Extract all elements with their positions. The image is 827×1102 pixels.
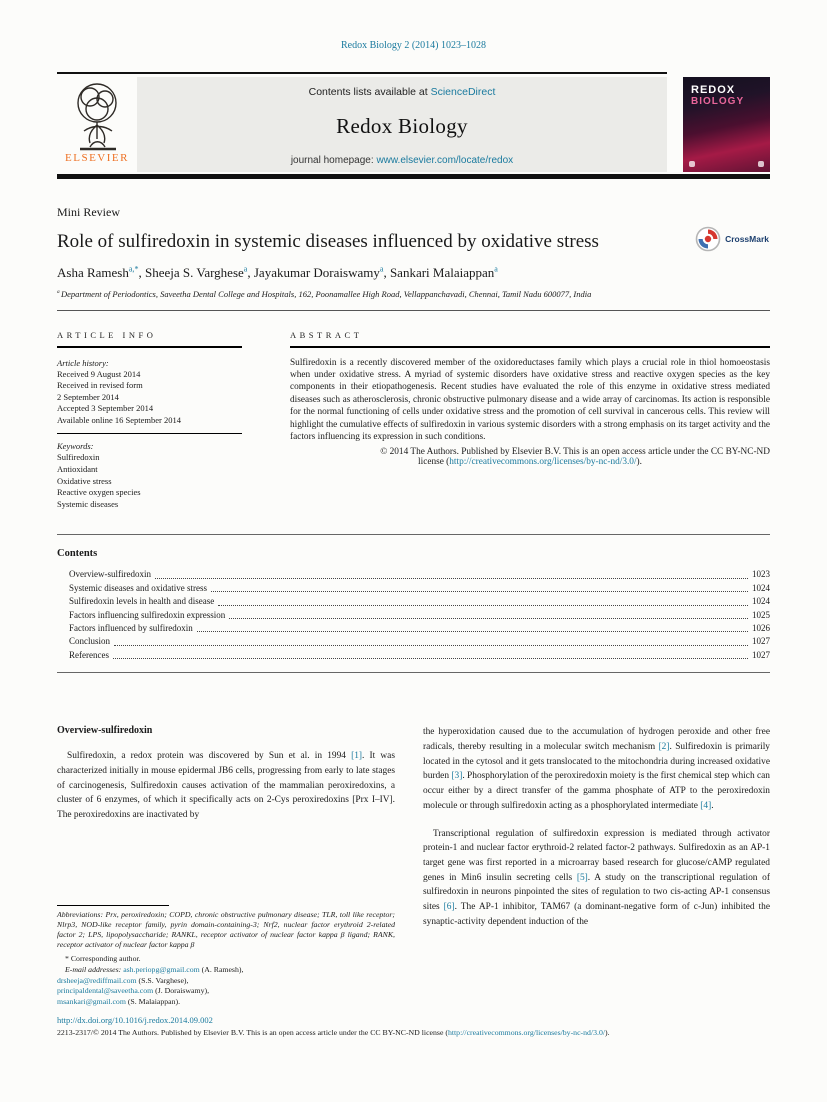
toc-entry-page: 1025 [752, 609, 770, 620]
left-column-text [57, 725, 395, 823]
text-segment: (A. Ramesh), [199, 964, 244, 974]
elsevier-tree-icon [64, 79, 130, 151]
toc-dot-leader [114, 645, 748, 646]
title-block-divider [57, 310, 770, 311]
cover-title-line1: REDOX [691, 84, 736, 96]
text-segment: ). [636, 457, 642, 468]
text-segment: (S. Malaiappan). [125, 996, 181, 1006]
citation-ref-1[interactable]: [1] [351, 751, 363, 762]
text-segment: journal homepage: [290, 155, 377, 166]
text-segment: a [57, 289, 61, 296]
text-segment: E-mail addresses: [65, 964, 124, 974]
elsevier-logo[interactable] [57, 77, 137, 172]
journal-cover-thumbnail[interactable] [683, 77, 770, 172]
crossmark-badge[interactable] [695, 226, 769, 252]
text-segment: license ( [418, 457, 450, 468]
text-segment: . A study on the transcriptional regulation of sulfiredoxin in neurons pinpointed the sites of regulation to two cis-acting AP-1 consensus sites [423, 872, 770, 913]
author-affil-mark[interactable]: a,* [128, 264, 139, 274]
text-segment: , [138, 265, 145, 280]
toc-entry-page: 1026 [752, 623, 770, 634]
toc-entry-page: 1023 [752, 569, 770, 580]
abstract-rule [290, 346, 770, 348]
text-segment: Abbreviations: [57, 909, 106, 919]
text-segment: (S.S. Varghese), [136, 975, 189, 985]
text-segment: Prx, peroxiredoxin; COPD, chronic obstructive pulmonary disease; TLR, toll like receptor; Nlrp3, NOD-like receptor family, pyrin domain-containing-3; Nrf2, nuclear factor erythroid 2-related factor 2; LPS, lipopolysaccharide; RANKL, receptor activator of nuclear factor kappa β ligand; RANK, receptor activator of nuclear factor kappa β [57, 909, 396, 949]
body-right-column [423, 725, 770, 1007]
body-paragraph [57, 749, 395, 823]
cover-title-line2: BIOLOGY [691, 96, 745, 107]
text-segment: Sulfiredoxin, a redox protein was discovered by Sun et al. in 1994 [67, 751, 352, 762]
article-info-heading: ARTICLE INFO [57, 330, 157, 340]
email-link[interactable]: principaldental@saveetha.com [57, 986, 154, 996]
license-link[interactable]: http://creativecommons.org/licenses/by-nc-nd/3.0/ [447, 1028, 606, 1038]
crossmark-icon [695, 226, 721, 252]
toc-entry-label: References [69, 649, 109, 660]
email-line [57, 976, 395, 987]
email-line [57, 965, 395, 976]
article-type-label: Mini Review [57, 205, 120, 219]
keyword: Antioxidant [57, 464, 98, 475]
journal-header [57, 77, 770, 172]
email-line [57, 986, 395, 997]
text-segment: Contents lists available at [308, 86, 431, 98]
history-line: Available online 16 September 2014 [57, 414, 182, 425]
text-segment: . It was characterized initially in mouse epidermal JB6 cells, progressing from early to late stages of carcinogenesis, Sulfiredoxin causes activation of the mammalian peroxiredoxins, a cluster of 6 enzymes, of which it specifically acts on 2-Cys peroxiredoxins [Prx I–IV]. The peroxiredoxins are inactivated by [57, 751, 395, 821]
journal-homepage-line [137, 155, 667, 166]
toc-entry-label: Factors influenced by sulfiredoxin [69, 623, 193, 634]
article-title: Role of sulfiredoxin in systemic diseases influenced by oxidative stress [57, 231, 599, 252]
toc-entry[interactable] [69, 635, 770, 648]
text-segment: the hyperoxidation caused due to the accumulation of hydrogen peroxide and other free radicals, thereby resulting in a molecular switch mechanism [423, 727, 770, 752]
cover-publisher-mark [689, 161, 695, 167]
header-top-rule [57, 72, 667, 74]
email-link[interactable]: ash.periopg@gmail.com [123, 964, 200, 974]
toc-entry[interactable] [69, 582, 770, 595]
license-link[interactable]: http://creativecommons.org/licenses/by-nc-nd/3.0/ [449, 457, 637, 468]
toc-dot-leader [218, 605, 748, 606]
keyword: Systemic diseases [57, 498, 119, 509]
toc-entry[interactable] [69, 595, 770, 608]
author-name: Sankari Malaiappan [389, 265, 495, 280]
contents-bottom-rule [57, 672, 770, 673]
author-affil-mark[interactable]: a [494, 264, 498, 274]
article-info-rule [57, 346, 242, 348]
body-paragraph [423, 725, 770, 813]
text-segment: . [711, 800, 714, 811]
citation-ref-4[interactable]: [4] [700, 800, 712, 811]
text-segment: , [383, 265, 390, 280]
toc-entry[interactable] [69, 568, 770, 581]
author-list [57, 265, 770, 281]
email-link[interactable]: drsheeja@rediffmail.com [57, 975, 137, 985]
toc-dot-leader [197, 631, 748, 632]
toc-entry-page: 1024 [752, 596, 770, 607]
toc-dot-leader [113, 658, 748, 659]
sciencedirect-link[interactable]: ScienceDirect [430, 86, 496, 98]
text-segment: Department of Periodontics, Saveetha Dental College and Hospitals, 162, Poonamallee High Road, Vellappanchavadi, Chennai, Tamil Nadu 600077, India [60, 289, 592, 299]
abbreviations-note [57, 910, 395, 950]
journal-masthead [137, 77, 667, 172]
abstract-text: Sulfiredoxin is a recently discovered member of the oxidoreductases family which plays a crucial role in thiol homoeostasis when under oxidative stress. A myriad of systemic disorders have oxidative stress and reactive oxygen species as the key components in their etiopathogenesis. Recent studies have evaluated the role of this enzyme in oxidative stress mediated diseases such as atherosclerosis, chronic obstructive pulmonary disease and a wide array of carcinomas. Its action is responsible for the normal functioning of cells under oxidative stress and the promotion of cell survival in cancerous cells. This review will highlight the cumulative effects of sulfiredoxin in various systemic disorders with a strong emphasis on its target activity and the factors influencing its expression in such conditions. [290, 357, 770, 442]
contents-top-rule [57, 534, 770, 535]
toc-dot-leader [211, 591, 748, 592]
text-segment: . Sulfiredoxin is primarily located in the cytosol and it gets translocated to the mitochondria during increased oxidative burden [423, 741, 770, 782]
article-history-label: Article history: [57, 357, 109, 368]
affiliation [57, 289, 770, 299]
footnote-rule [57, 905, 169, 906]
footnote-block [57, 905, 395, 1007]
table-of-contents [57, 568, 770, 662]
body-left-column [57, 725, 395, 1007]
header-bottom-rule [57, 174, 770, 179]
abstract-heading: ABSTRACT [290, 330, 363, 340]
toc-entry[interactable] [69, 622, 770, 635]
crossmark-label: CrossMark [725, 234, 769, 244]
history-line: Received 9 August 2014 [57, 368, 141, 379]
cover-society-mark [758, 161, 764, 167]
abstract-copyright-line1: © 2014 The Authors. Published by Elsevier B.V. This is an open access article under the CC BY-NC-ND [380, 447, 770, 458]
toc-entry-label: Sulfiredoxin levels in health and disease [69, 596, 215, 607]
toc-entry[interactable] [69, 609, 770, 622]
citation-ref-2[interactable]: [2] [658, 741, 670, 752]
toc-entry-label: Systemic diseases and oxidative stress [69, 582, 207, 593]
keyword: Sulfiredoxin [57, 452, 100, 463]
homepage-link[interactable]: www.elsevier.com/locate/redox [376, 155, 514, 166]
toc-entry-label: Conclusion [69, 636, 111, 647]
text-segment: , [247, 265, 254, 280]
body-paragraph [423, 827, 770, 930]
text-segment: Transcriptional regulation of sulfiredoxin expression is mediated through activator protein-1 and nuclear factor erythroid-2 related factor-2 pathways. Sulfiredoxin as an AP-1 target gene was first reported in a microarray based research for glucose/cAMP regulated genes in Min6 insulin secreting cells [423, 828, 770, 883]
abstract-copyright-line2 [290, 457, 770, 467]
author-name: Asha Ramesh [57, 265, 129, 280]
info-abstract-section [57, 330, 770, 510]
article-body [57, 725, 770, 1007]
abstract-column [290, 330, 770, 510]
history-line: Received in revised form [57, 380, 143, 391]
text-segment: ). [605, 1028, 610, 1038]
info-divider-rule [57, 433, 242, 434]
email-line [57, 997, 395, 1008]
email-link[interactable]: msankari@gmail.com [57, 996, 126, 1006]
history-line: 2 September 2014 [57, 391, 119, 402]
text-segment: . Phosphorylation of the peroxiredoxin moiety is the first chemical step which can occur either by a direct transfer of the gamma phosphate of ATP to the peroxiredoxin molecule or through sulfiredoxin acting as a phosphorylated intermediate [423, 771, 770, 811]
citation-ref-6[interactable]: [6] [443, 902, 455, 913]
contents-lists-line [137, 86, 667, 98]
toc-entry-label: Overview-sulfiredoxin [69, 569, 151, 580]
elsevier-wordmark: ELSEVIER [65, 152, 129, 164]
toc-dot-leader [155, 578, 748, 579]
citation-ref-5[interactable]: [5] [576, 872, 588, 883]
article-info-column [57, 330, 242, 510]
toc-entry-page: 1027 [752, 649, 770, 660]
journal-title: Redox Biology [336, 114, 468, 138]
author-name: Sheeja S. Varghese [144, 265, 244, 280]
section-heading-overview: Overview-sulfiredoxin [57, 725, 153, 737]
toc-entry-page: 1027 [752, 636, 770, 647]
corresponding-author-note: * Corresponding author. [65, 953, 141, 963]
keyword: Reactive oxygen species [57, 487, 141, 498]
history-line: Accepted 3 September 2014 [57, 403, 154, 414]
keyword: Oxidative stress [57, 475, 112, 486]
author-name: Jayakumar Doraiswamy [253, 265, 380, 280]
text-segment: (J. Doraiswamy), [153, 986, 210, 996]
text-segment: 2213-2317/© 2014 The Authors. Published by Elsevier B.V. This is an open access article under the CC BY-NC-ND license ( [57, 1028, 448, 1038]
contents-heading: Contents [57, 548, 98, 560]
keywords-label: Keywords: [57, 441, 94, 452]
toc-entry-page: 1024 [752, 582, 770, 593]
author-affil-mark[interactable]: a [243, 264, 248, 274]
text-segment: . The AP-1 inhibitor, TAM67 (a dominant-negative form of c-Jun) inhibited the synaptic-activity dependent induction of the [423, 902, 770, 927]
toc-entry[interactable] [69, 649, 770, 662]
author-affil-mark[interactable]: a [379, 264, 384, 274]
toc-dot-leader [229, 618, 748, 619]
citation-ref-3[interactable]: [3] [451, 771, 463, 782]
issn-copyright-line [57, 1028, 770, 1037]
doi-link[interactable]: http://dx.doi.org/10.1016/j.redox.2014.09.002 [57, 1015, 213, 1026]
toc-entry-label: Factors influencing sulfiredoxin expression [69, 609, 226, 620]
journal-citation[interactable]: Redox Biology 2 (2014) 1023–1028 [341, 40, 486, 51]
